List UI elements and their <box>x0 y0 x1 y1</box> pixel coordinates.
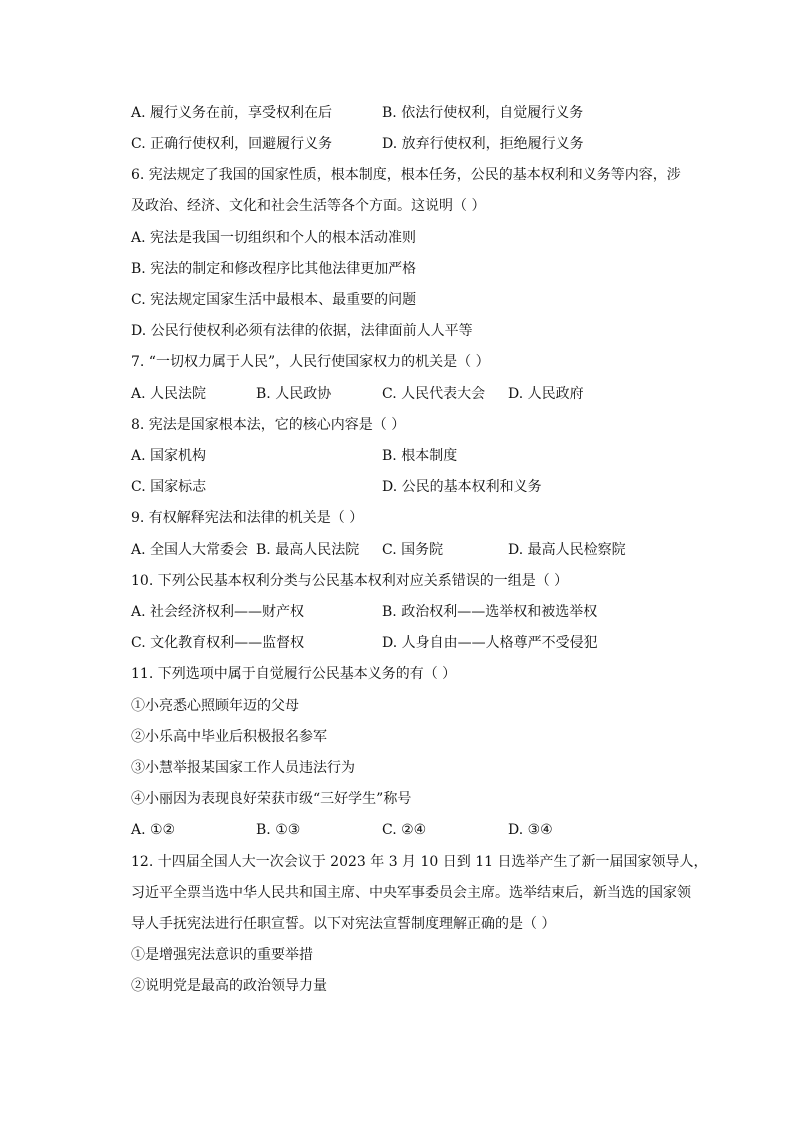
q5-option-b: B. 依法行使权利，自觉履行义务 <box>382 105 584 121</box>
q11-item-4: ④小丽因为表现良好荣获市级“三好学生”称号 <box>131 791 412 807</box>
q8-option-c: C. 国家标志 <box>131 479 207 495</box>
q9-option-c: C. 国务院 <box>382 542 444 558</box>
q6-option-c: C. 宪法规定国家生活中最根本、最重要的问题 <box>131 292 417 308</box>
q11-option-d: D. ③④ <box>508 822 553 838</box>
q12-item-1: ①是增强宪法意识的重要举措 <box>131 947 313 963</box>
q11-item-1: ①小亮悉心照顾年迈的父母 <box>131 698 299 714</box>
q11-item-2: ②小乐高中毕业后积极报名参军 <box>131 729 327 745</box>
q7-stem: 7. “一切权力属于人民”，人民行使国家权力的机关是（ ） <box>131 354 490 370</box>
q6-stem-line2: 及政治、经济、文化和社会生活等各个方面。这说明（ ） <box>131 198 486 214</box>
q6-stem-line1: 6. 宪法规定了我国的国家性质，根本制度，根本任务，公民的基本权利和义务等内容，涉 <box>131 167 681 183</box>
q8-option-b: B. 根本制度 <box>382 448 458 464</box>
q7-option-a: A. 人民法院 <box>131 386 207 402</box>
q11-option-a: A. ①② <box>131 822 176 838</box>
q12-item-2: ②说明党是最高的政治领导力量 <box>131 978 327 994</box>
q11-option-b: B. ①③ <box>256 822 301 838</box>
q9-option-b: B. 最高人民法院 <box>256 542 360 558</box>
q8-option-a: A. 国家机构 <box>131 448 207 464</box>
q6-option-b: B. 宪法的制定和修改程序比其他法律更加严格 <box>131 261 417 277</box>
q7-option-b: B. 人民政协 <box>256 386 332 402</box>
q10-option-a: A. 社会经济权利——财产权 <box>131 604 305 620</box>
q10-option-c: C. 文化教育权利——监督权 <box>131 635 305 651</box>
q6-option-a: A. 宪法是我国一切组织和个人的根本活动准则 <box>131 230 417 246</box>
q5-option-a: A. 履行义务在前，享受权利在后 <box>131 105 333 121</box>
q11-stem: 11. 下列选项中属于自觉履行公民基本义务的有（ ） <box>131 666 457 682</box>
q9-option-d: D. 最高人民检察院 <box>508 542 626 558</box>
q7-option-c: C. 人民代表大会 <box>382 386 486 402</box>
q9-option-a: A. 全国人大常委会 <box>131 542 249 558</box>
q6-option-d: D. 公民行使权利必须有法律的依据，法律面前人人平等 <box>131 323 473 339</box>
q12-stem-line2: 习近平全票当选中华人民共和国主席、中央军事委员会主席。选举结束后，新当选的国家领 <box>131 885 691 901</box>
q8-stem: 8. 宪法是国家根本法，它的核心内容是（ ） <box>131 417 406 433</box>
q5-option-d: D. 放弃行使权利，拒绝履行义务 <box>382 136 584 152</box>
q5-option-c: C. 正确行使权利，回避履行义务 <box>131 136 333 152</box>
q7-option-d: D. 人民政府 <box>508 386 584 402</box>
q10-option-d: D. 人身自由——人格尊严不受侵犯 <box>382 635 598 651</box>
q12-stem-line1: 12. 十四届全国人大一次会议于 2023 年 3 月 10 日到 11 日选举产生了新一届国家领导人， <box>131 854 708 870</box>
q11-item-3: ③小慧举报某国家工作人员违法行为 <box>131 760 355 776</box>
q10-stem: 10. 下列公民基本权利分类与公民基本权利对应关系错误的一组是（ ） <box>131 573 569 589</box>
q11-option-c: C. ②④ <box>382 822 427 838</box>
q12-stem-line3: 导人手抚宪法进行任职宣誓。以下对宪法宣誓制度理解正确的是（ ） <box>131 916 556 932</box>
q8-option-d: D. 公民的基本权利和义务 <box>382 479 542 495</box>
q9-stem: 9. 有权解释宪法和法律的机关是（ ） <box>131 510 364 526</box>
q10-option-b: B. 政治权利——选举权和被选举权 <box>382 604 598 620</box>
